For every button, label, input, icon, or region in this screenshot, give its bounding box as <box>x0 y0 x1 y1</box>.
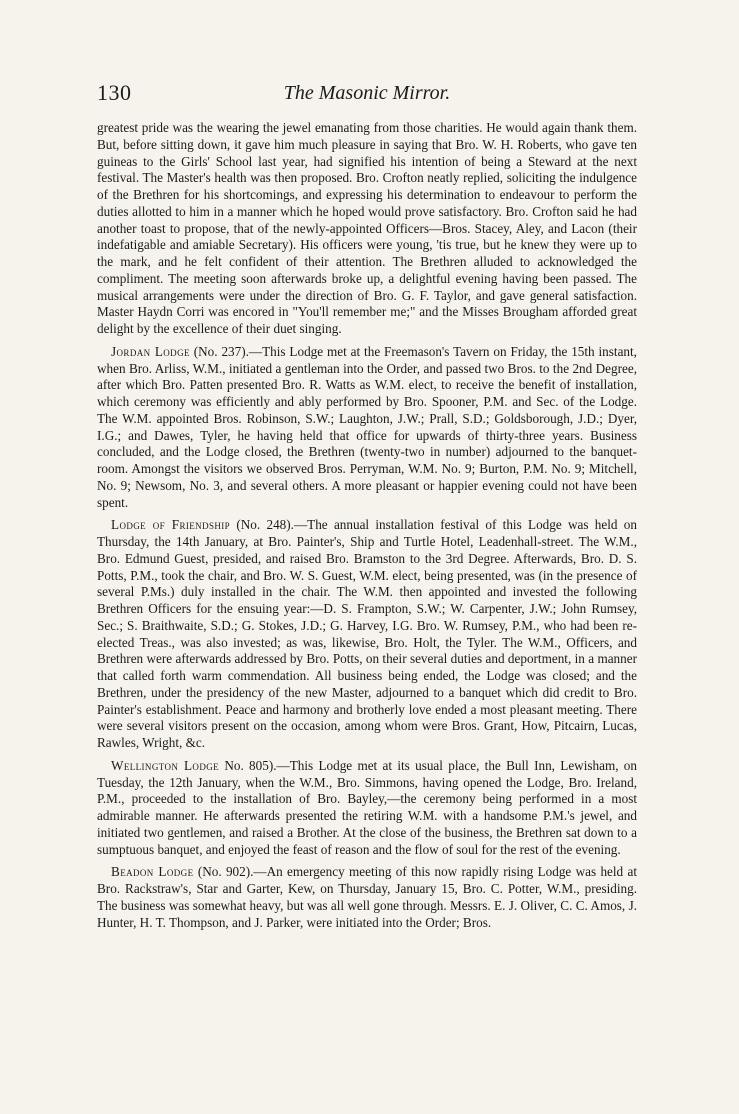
page-header <box>97 80 637 110</box>
page-number: 130 <box>97 80 132 105</box>
paragraph-beadon-lodge <box>97 864 637 931</box>
paragraph-wellington-lodge <box>97 758 637 859</box>
lodge-name: Beadon Lodge <box>111 864 194 880</box>
lodge-name: Wellington Lodge <box>111 757 220 773</box>
lodge-name: Jordan Lodge <box>111 343 190 359</box>
paragraph-text: No. 805).—This Lodge met at its usual place, the Bull Inn, Lewisham, on Tuesday, the 12th January, when the W.M., Bro. Simmons, having opened the Lodge, Bro. Ireland, P.M., proceeded to the installation of Bro. Bayley,—the ceremony being performed in a most admirable manner. He afterwards presented the retiring W.M. with a handsome P.M.'s jewel, and initiated two gentlemen, and raised a Brother. At the close of the business, the Brethren sat down to a sumptuous banquet, and enjoyed the feast of reason and the flow of soul for the rest of the evening. <box>97 757 637 857</box>
running-title: The Masonic Mirror. <box>283 82 451 104</box>
paragraph-text: (No. 902).—An emergency meeting of this now rapidly rising Lodge was held at Bro. Rackstraw's, Star and Garter, Kew, on Thursday, January 15, Bro. C. Potter, W.M., presiding. The business was somewhat heavy, but was all well gone through. Messrs. E. J. Oliver, C. C. Amos, J. Hunter, H. T. Thompson, and J. Parker, were initiated into the Order; Bros. <box>97 864 637 930</box>
lodge-name: Lodge of Friendship <box>111 517 231 533</box>
paragraph-text: (No. 248).—The annual installation festival of this Lodge was held on Thursday, the 14th January, at Bro. Painter's, Ship and Turtle Hotel, Leadenhall-street. The W.M., Bro. Edmund Guest, presided, and raised Bro. Bramston to the 3rd Degree. Afterwards, Bro. D. S. Potts, P.M., took the chair, and Bro. W. S. Guest, W.M. elect, being presented, was (in the presence of several P.Ms.) duly installed in the chair. The W.M. then appointed and invested the following Brethren Officers for the ensuing year:—D. S. Frampton, S.W.; W. Carpenter, J.W.; John Rumsey, Sec.; S. Braithwaite, S.D.; G. Stokes, J.D.; G. Harvey, I.G. Bro. W. Rumsey, P.M., who had been re-elected Treas., was also invested; as was, likewise, Bro. Holt, the Tyler. The W.M., Officers, and Brethren were afterwards addressed by Bro. Potts, on their several duties and deportment, in a manner that called forth warm commendation. All business being ended, the Lodge was closed; and the Brethren, under the presidency of the new Master, adjourned to a banquet which did credit to Bro. Painter's establishment. Peace and harmony and brotherly love ended a most pleasant meeting. There were several visitors present on the occasion, among whom were Bros. Grant, How, Pitcairn, Lucas, Rawles, Wright, &c. <box>97 517 637 750</box>
paragraph-text: greatest pride was the wearing the jewel emanating from those charities. He would again thank them. But, before sitting down, it gave him much pleasure in saying that Bro. W. H. Roberts, who gave ten guineas to the Girls' School last year, had signified his intention of being a Steward at the next festival. The Master's health was then proposed. Bro. Crofton neatly replied, soliciting the indulgence of the Brethren for his shortcomings, and expressing his determination to endeavour to perform the duties allotted to him in a manner which he hoped would prove satisfactory. Bro. Crofton said he had another toast to propose, that of the newly-appointed Officers—Bros. Stacey, Aley, and Lacon (their indefatigable and amiable Secretary). His officers were young, 'tis true, but he knew they were up to the mark, and he felt confident of their attention. The Brethren alluded to acknowledged the compliment. The meeting soon afterwards broke up, a delightful evening having been passed. The musical arrangements were under the direction of Bro. G. F. Taylor, and gave general satisfaction. Master Haydn Corri was encored in "You'll remember me;" and the Misses Brougham afforded great delight by the excellence of their duet singing. <box>97 120 637 336</box>
paragraph-jordan-lodge <box>97 344 637 512</box>
paragraph-continuation <box>97 120 637 338</box>
paragraph-lodge-of-friendship <box>97 517 637 752</box>
paragraph-text: (No. 237).—This Lodge met at the Freemason's Tavern on Friday, the 15th instant, when Bro. Arliss, W.M., initiated a gentleman into the Order, and passed two Bros. to the 2nd Degree, after which Bro. Patten presented Bro. R. Watts as W.M. elect, to receive the benefit of installation, which ceremony was efficiently and ably performed by Bro. Spooner, P.M. and Sec. of the Lodge. The W.M. appointed Bros. Robinson, S.W.; Laughton, J.W.; Prall, S.D.; Goldsborough, J.D.; Dyer, I.G.; and Dawes, Tyler, he having held that office for upwards of thirty-three years. Business concluded, and the Lodge closed, the Brethren (twenty-two in number) adjourned to the banquet-room. Amongst the visitors we observed Bros. Perryman, W.M. No. 9; Burton, P.M. No. 9; Mitchell, No. 9; Newsom, No. 3, and several others. A more pleasant or happier evening could not have been spent. <box>97 343 637 510</box>
article-body <box>97 120 637 937</box>
